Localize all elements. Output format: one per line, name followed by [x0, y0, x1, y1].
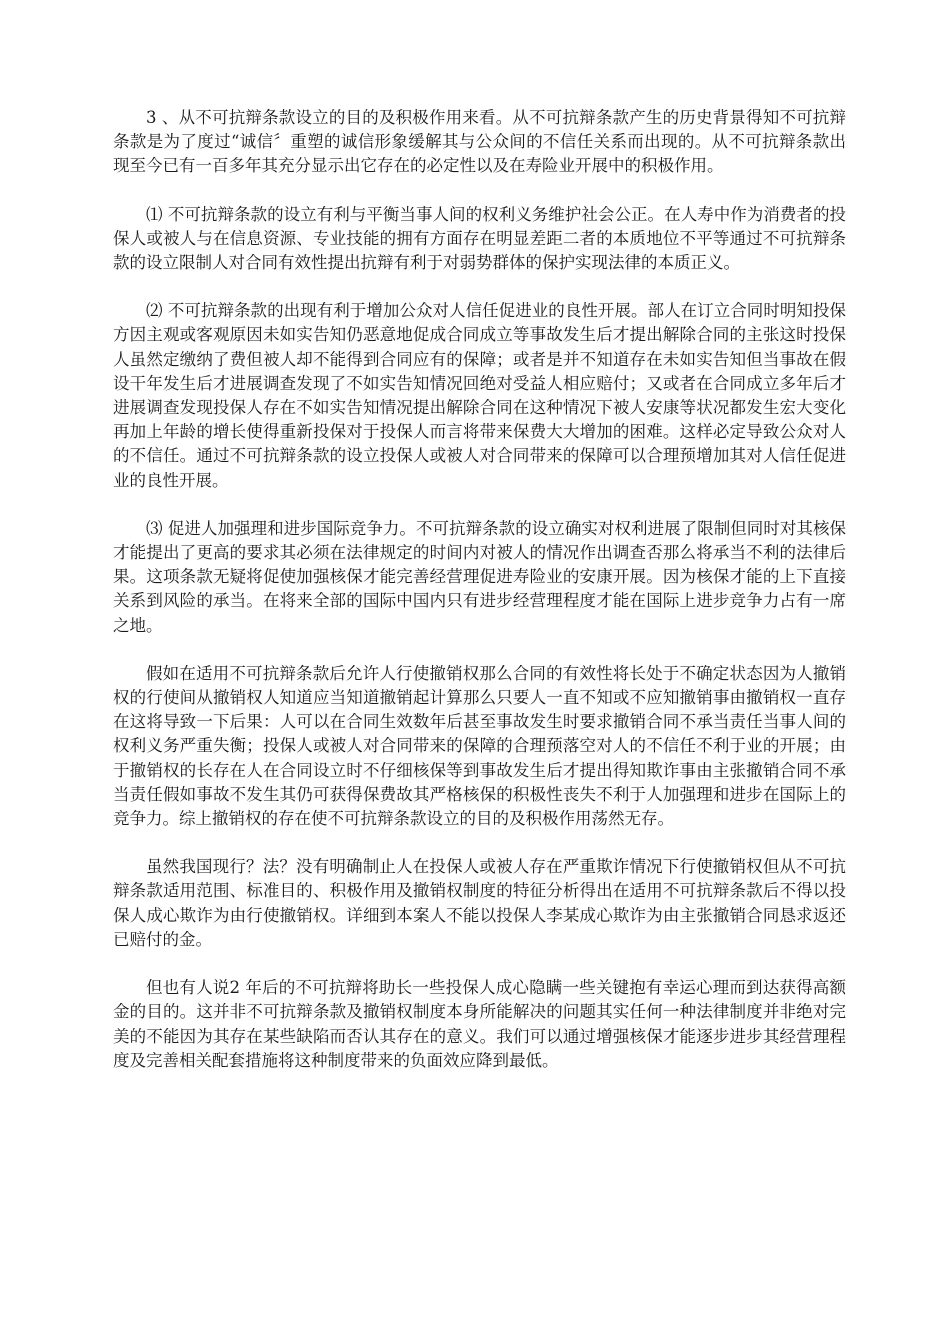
paragraph-current-law: 虽然我国现行？法？没有明确制止人在投保人或被人存在严重欺诈情况下行使撤销权但从不可抗辩条款适用范围、标准目的、积极作用及撤销权制度的特征分析得出在适用不可抗辩条款后不得以投保人成心欺诈为由行使撤销权。详细到本案人不能以投保人李某成心欺诈为由主张撤销合同恳求返还已赔付的金。 — [113, 857, 846, 949]
paragraph-counterargument: 但也有人说2 年后的不可抗辩将助长一些投保人成心隐瞒一些关键抱有幸运心理而到达获得高额金的目的。这并非不可抗辩条款及撤销权制度本身所能解决的问题其实任何一种法律制度并非绝对完美的不能因为其存在某些缺陷而否认其存在的意义。我们可以通过增强核保才能逐步进步其经营理程度及完善相关配套措施将这种制度带来的负面效应降到最低。 — [113, 978, 846, 1070]
paragraph-purpose-and-role: 3 、从不可抗辩条款设立的目的及积极作用来看。从不可抗辩条款产生的历史背景得知不可抗辩条款是为了度过“诚信〞重塑的诚信形象缓解其与公众间的不信任关系而出现的。从不可抗辩条款出现至今已有一百多年其充分显示出它存在的必定性以及在寿险业开展中的积极作用。 — [113, 108, 846, 176]
document-body — [113, 106, 846, 1097]
paragraph-rescission-consequences: 假如在适用不可抗辩条款后允许人行使撤销权那么合同的有效性将长处于不确定状态因为人撤销权的行使间从撤销权人知道应当知道撤销起计算那么只要人一直不知或不应知撤销事由撤销权一直存在这将导致一下后果：人可以在合同生效数年后甚至事故发生时要求撤销合同不承当责任当事人间的权利义务严重失衡；投保人或被人对合同带来的保障的合理预落空对人的不信任不利于业的开展；由于撤销权的长存在人在合同设立时不仔细核保等到事故发生后才提出得知欺诈事由主张撤销合同不承当责任假如事故不发生其仍可获得保费故其严格核保的积极性丧失不利于人加强理和进步在国际上的竞争力。综上撤销权的存在使不可抗辩条款设立的目的及积极作用荡然无存。 — [113, 663, 846, 829]
paragraph-point-2: ⑵ 不可抗辩条款的出现有利于增加公众对人信任促进业的良性开展。部人在订立合同时明知投保方因主观或客观原因未如实告知仍恶意地促成合同成立等事故发生后才提出解除合同的主张这时投保人虽然定缴纳了费但被人却不能得到合同应有的保障；或者是并不知道存在未如实告知但当事故在假设干年发生后才进展调查发现了不如实告知情况回绝对受益人相应赔付；又或者在合同成立多年后才进展调查发现投保人存在不如实告知情况提出解除合同在这种情况下被人安康等状况都发生宏大变化再加上年龄的增长使得重新投保对于投保人而言将带来保费大大增加的困难。这样必定导致公众对人的不信任。通过不可抗辩条款的设立投保人或被人对合同带来的保障可以合理预增加其对人信任促进业的良性开展。 — [113, 301, 846, 490]
paragraph-point-1: ⑴ 不可抗辩条款的设立有利与平衡当事人间的权利义务维护社会公正。在人寿中作为消费者的投保人或被人与在信息资源、专业技能的拥有方面存在明显差距二者的本质地位不平等通过不可抗辩条款的设立限制人对合同有效性提出抗辩有利于对弱势群体的保护实现法律的本质正义。 — [113, 204, 846, 273]
paragraph-point-3: ⑶ 促进人加强理和进步国际竞争力。不可抗辩条款的设立确实对权利进展了限制但同时对其核保才能提出了更高的要求其必须在法律规定的时间内对被人的情况作出调查否那么将承当不利的法律后果。这项条款无疑将促使加强核保才能完善经营理促进寿险业的安康开展。因为核保才能的上下直接关系到风险的承当。在将来全部的国际中国内只有进步经营理程度才能在国际上进步竞争力占有一席之地。 — [113, 518, 846, 635]
